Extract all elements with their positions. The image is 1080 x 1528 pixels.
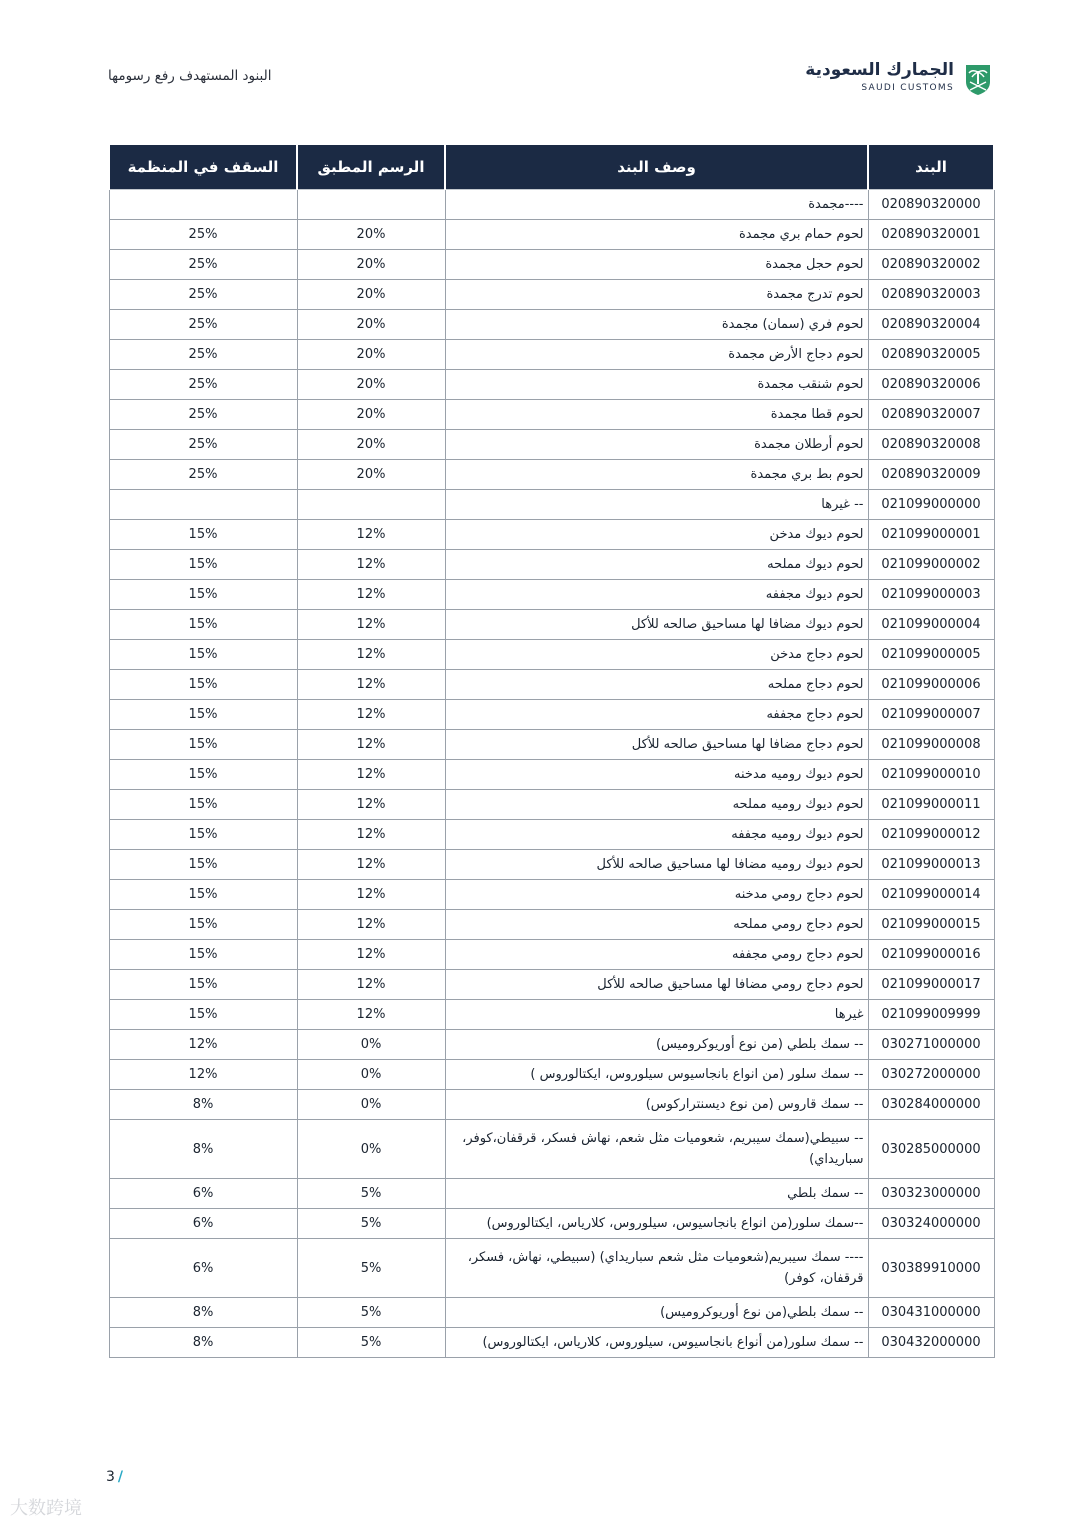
cell-description: -- سمك بلطي [445, 1179, 868, 1209]
cell-code: 021099000005 [868, 640, 994, 670]
cell-code: 021099000013 [868, 850, 994, 880]
cell-ceiling: 15% [109, 970, 297, 1000]
cell-code: 021099000000 [868, 490, 994, 520]
cell-description: ---- سمك سيبريم(شعوميات مثل شعم سباريداي) (سبيطي، نهاش، فسكر، قرقفان، كوفر) [445, 1239, 868, 1298]
cell-code: 021099000001 [868, 520, 994, 550]
cell-description: لحوم دجاج مملحه [445, 670, 868, 700]
cell-applied-rate: 5% [297, 1298, 445, 1328]
cell-applied-rate: 0% [297, 1120, 445, 1179]
cell-code: 030285000000 [868, 1120, 994, 1179]
cell-ceiling: 15% [109, 910, 297, 940]
column-header-ceiling: السقف في المنظمة [109, 145, 297, 190]
table-row [109, 310, 994, 340]
table-row [109, 760, 994, 790]
cell-code: 030271000000 [868, 1030, 994, 1060]
cell-applied-rate: 5% [297, 1209, 445, 1239]
cell-applied-rate: 20% [297, 400, 445, 430]
cell-ceiling: 6% [109, 1209, 297, 1239]
cell-ceiling: 25% [109, 220, 297, 250]
table-header-row [109, 145, 994, 190]
cell-applied-rate: 12% [297, 670, 445, 700]
cell-description: لحوم ديوك مدخن [445, 520, 868, 550]
cell-ceiling: 15% [109, 610, 297, 640]
cell-ceiling: 8% [109, 1328, 297, 1358]
cell-applied-rate: 12% [297, 640, 445, 670]
cell-code: 030432000000 [868, 1328, 994, 1358]
cell-ceiling: 15% [109, 880, 297, 910]
cell-ceiling: 15% [109, 820, 297, 850]
cell-applied-rate: 12% [297, 730, 445, 760]
cell-description: -- سبيطي(سمك سيبريم، شعوميات مثل شعم، نهاش فسكر، قرقفان،كوفر، سباريداي) [445, 1120, 868, 1179]
cell-description: لحوم ديوك روميه مملحه [445, 790, 868, 820]
cell-applied-rate: 12% [297, 790, 445, 820]
cell-description: لحوم قطا مجمدة [445, 400, 868, 430]
cell-description: لحوم أرطلان مجمدة [445, 430, 868, 460]
cell-ceiling: 25% [109, 460, 297, 490]
cell-description: لحوم دجاج رومي مضافا لها مساحيق صالحه للأكل [445, 970, 868, 1000]
cell-description: غيرها [445, 1000, 868, 1030]
cell-code: 030389910000 [868, 1239, 994, 1298]
cell-applied-rate: 20% [297, 220, 445, 250]
cell-applied-rate: 0% [297, 1090, 445, 1120]
column-header-code: البند [868, 145, 994, 190]
cell-description: -- سمك بلطي (من نوع أوريوكروميس) [445, 1030, 868, 1060]
table-row [109, 1298, 994, 1328]
cell-applied-rate: 12% [297, 610, 445, 640]
table-row [109, 820, 994, 850]
table-row [109, 190, 994, 220]
page-number-value: 3 [106, 1469, 115, 1485]
cell-description: لحوم دجاج رومي مدخنه [445, 880, 868, 910]
cell-applied-rate: 20% [297, 370, 445, 400]
cell-description: لحوم ديوك مضافا لها مساحيق صالحه للأكل [445, 610, 868, 640]
cell-ceiling: 8% [109, 1120, 297, 1179]
cell-description: لحوم دجاج الأرض مجمدة [445, 340, 868, 370]
cell-code: 020890320001 [868, 220, 994, 250]
cell-ceiling: 15% [109, 1000, 297, 1030]
cell-applied-rate: 12% [297, 820, 445, 850]
page-number [106, 1469, 123, 1485]
cell-description: -- سمك قاروس (من نوع ديسنترارکوس) [445, 1090, 868, 1120]
cell-description: لحوم ديوك مملحه [445, 550, 868, 580]
cell-applied-rate: 5% [297, 1179, 445, 1209]
table-row [109, 520, 994, 550]
cell-code: 021099000014 [868, 880, 994, 910]
cell-code: 020890320009 [868, 460, 994, 490]
table-row [109, 1000, 994, 1030]
cell-ceiling: 15% [109, 730, 297, 760]
cell-description: لحوم ديوك مجففه [445, 580, 868, 610]
column-header-applied-rate: الرسم المطبق [297, 145, 445, 190]
cell-description: -- سمك سلور (من انواع بانجاسيوس سيلوروس، ايكتالوروس ) [445, 1060, 868, 1090]
cell-code: 030272000000 [868, 1060, 994, 1090]
saudi-customs-brand [805, 60, 994, 100]
cell-ceiling: 6% [109, 1239, 297, 1298]
table-row [109, 550, 994, 580]
cell-ceiling: 8% [109, 1298, 297, 1328]
cell-description: --سمك سلور(من انواع بانجاسيوس، سيلوروس، كلارياس، ايكتالوروس) [445, 1209, 868, 1239]
cell-applied-rate: 0% [297, 1030, 445, 1060]
table-row [109, 1179, 994, 1209]
cell-description: -- سمك سلور(من أنواع بانجاسيوس، سيلوروس، كلارياس، ايكتالوروس) [445, 1328, 868, 1358]
cell-ceiling: 15% [109, 670, 297, 700]
cell-description: لحوم ديوك روميه مضافا لها مساحيق صالحه للأكل [445, 850, 868, 880]
cell-description: لحوم ديوك روميه مدخنه [445, 760, 868, 790]
document-title: البنود المستهدف رفع رسومها [108, 68, 272, 84]
cell-code: 030323000000 [868, 1179, 994, 1209]
cell-description: لحوم تدرج مجمدة [445, 280, 868, 310]
cell-description: لحوم ديوك روميه مجففه [445, 820, 868, 850]
cell-code: 021099000006 [868, 670, 994, 700]
cell-applied-rate: 20% [297, 310, 445, 340]
cell-description: لحوم فري (سمان) مجمدة [445, 310, 868, 340]
cell-code: 021099000002 [868, 550, 994, 580]
cell-applied-rate: 12% [297, 520, 445, 550]
cell-applied-rate: 12% [297, 940, 445, 970]
cell-ceiling: 8% [109, 1090, 297, 1120]
cell-ceiling: 25% [109, 400, 297, 430]
cell-description: -- سمك بلطي(من نوع أوريوكروميس) [445, 1298, 868, 1328]
cell-description: لحوم حمام بري مجمدة [445, 220, 868, 250]
palm-tree-crossed-swords-icon [962, 62, 994, 96]
table-row [109, 1090, 994, 1120]
cell-description: لحوم دجاج مجففه [445, 700, 868, 730]
cell-ceiling: 12% [109, 1060, 297, 1090]
cell-ceiling: 6% [109, 1179, 297, 1209]
cell-code: 021099000017 [868, 970, 994, 1000]
cell-code: 030431000000 [868, 1298, 994, 1328]
table-row [109, 370, 994, 400]
table-row [109, 400, 994, 430]
cell-applied-rate: 12% [297, 1000, 445, 1030]
cell-ceiling: 25% [109, 340, 297, 370]
cell-applied-rate: 20% [297, 460, 445, 490]
cell-ceiling: 15% [109, 850, 297, 880]
table-row [109, 280, 994, 310]
cell-description: لحوم شنقب مجمدة [445, 370, 868, 400]
table-row [109, 910, 994, 940]
table-row [109, 610, 994, 640]
cell-ceiling [109, 190, 297, 220]
cell-description: لحوم دجاج مضافا لها مساحيق صالحه للأكل [445, 730, 868, 760]
cell-code: 021099009999 [868, 1000, 994, 1030]
cell-code: 021099000003 [868, 580, 994, 610]
cell-description: لحوم دجاج مدخن [445, 640, 868, 670]
table-row [109, 730, 994, 760]
cell-code: 020890320008 [868, 430, 994, 460]
tariff-table [108, 145, 995, 1358]
table-row [109, 1120, 994, 1179]
cell-applied-rate: 5% [297, 1239, 445, 1298]
table-row [109, 460, 994, 490]
page-slash: / [117, 1469, 124, 1485]
cell-applied-rate: 12% [297, 970, 445, 1000]
cell-ceiling: 15% [109, 580, 297, 610]
cell-code: 021099000012 [868, 820, 994, 850]
cell-applied-rate: 20% [297, 280, 445, 310]
cell-code: 030324000000 [868, 1209, 994, 1239]
tariff-table-body [109, 190, 994, 1358]
cell-applied-rate: 5% [297, 1328, 445, 1358]
cell-description: -- غيرها [445, 490, 868, 520]
cell-code: 030284000000 [868, 1090, 994, 1120]
table-row [109, 340, 994, 370]
cell-description: ----مجمدة [445, 190, 868, 220]
cell-ceiling: 15% [109, 700, 297, 730]
cell-applied-rate: 20% [297, 250, 445, 280]
cell-ceiling: 25% [109, 370, 297, 400]
cell-applied-rate: 12% [297, 850, 445, 880]
table-row [109, 970, 994, 1000]
cell-code: 020890320007 [868, 400, 994, 430]
cell-ceiling: 25% [109, 250, 297, 280]
cell-code: 021099000008 [868, 730, 994, 760]
cell-applied-rate: 20% [297, 340, 445, 370]
table-row [109, 670, 994, 700]
cell-applied-rate: 12% [297, 910, 445, 940]
cell-applied-rate: 12% [297, 760, 445, 790]
cell-applied-rate: 0% [297, 1060, 445, 1090]
cell-ceiling: 15% [109, 520, 297, 550]
cell-code: 020890320006 [868, 370, 994, 400]
table-row [109, 700, 994, 730]
table-row [109, 880, 994, 910]
cell-ceiling [109, 490, 297, 520]
column-header-description: وصف البند [445, 145, 868, 190]
cell-ceiling: 15% [109, 940, 297, 970]
cell-code: 020890320004 [868, 310, 994, 340]
cell-code: 021099000004 [868, 610, 994, 640]
cell-code: 020890320005 [868, 340, 994, 370]
brand-name-ar: الجمارك السعودية [805, 60, 954, 80]
table-row [109, 1328, 994, 1358]
cell-applied-rate [297, 190, 445, 220]
cell-ceiling: 25% [109, 280, 297, 310]
cell-ceiling: 15% [109, 550, 297, 580]
cell-description: لحوم حجل مجمدة [445, 250, 868, 280]
cell-ceiling: 15% [109, 640, 297, 670]
cell-applied-rate: 20% [297, 430, 445, 460]
cell-applied-rate: 12% [297, 880, 445, 910]
table-row [109, 430, 994, 460]
cell-applied-rate: 12% [297, 580, 445, 610]
brand-name-en: SAUDI CUSTOMS [861, 83, 954, 93]
cell-ceiling: 12% [109, 1030, 297, 1060]
table-row [109, 1239, 994, 1298]
cell-ceiling: 15% [109, 790, 297, 820]
table-row [109, 580, 994, 610]
table-row [109, 490, 994, 520]
table-row [109, 640, 994, 670]
cell-applied-rate [297, 490, 445, 520]
cell-code: 021099000010 [868, 760, 994, 790]
cell-ceiling: 25% [109, 430, 297, 460]
table-row [109, 1209, 994, 1239]
table-row [109, 1030, 994, 1060]
cell-code: 021099000015 [868, 910, 994, 940]
cell-code: 020890320000 [868, 190, 994, 220]
cell-code: 021099000016 [868, 940, 994, 970]
table-row [109, 940, 994, 970]
table-row [109, 1060, 994, 1090]
cell-ceiling: 25% [109, 310, 297, 340]
cell-description: لحوم بط بري مجمدة [445, 460, 868, 490]
table-row [109, 250, 994, 280]
table-row [109, 790, 994, 820]
cell-description: لحوم دجاج رومي مملحه [445, 910, 868, 940]
cell-code: 020890320002 [868, 250, 994, 280]
cell-ceiling: 15% [109, 760, 297, 790]
cell-applied-rate: 12% [297, 550, 445, 580]
cell-code: 021099000007 [868, 700, 994, 730]
cell-applied-rate: 12% [297, 700, 445, 730]
cell-code: 021099000011 [868, 790, 994, 820]
cell-description: لحوم دجاج رومي مجففه [445, 940, 868, 970]
table-row [109, 850, 994, 880]
cell-code: 020890320003 [868, 280, 994, 310]
table-row [109, 220, 994, 250]
watermark: 大数跨境 [10, 1498, 82, 1519]
